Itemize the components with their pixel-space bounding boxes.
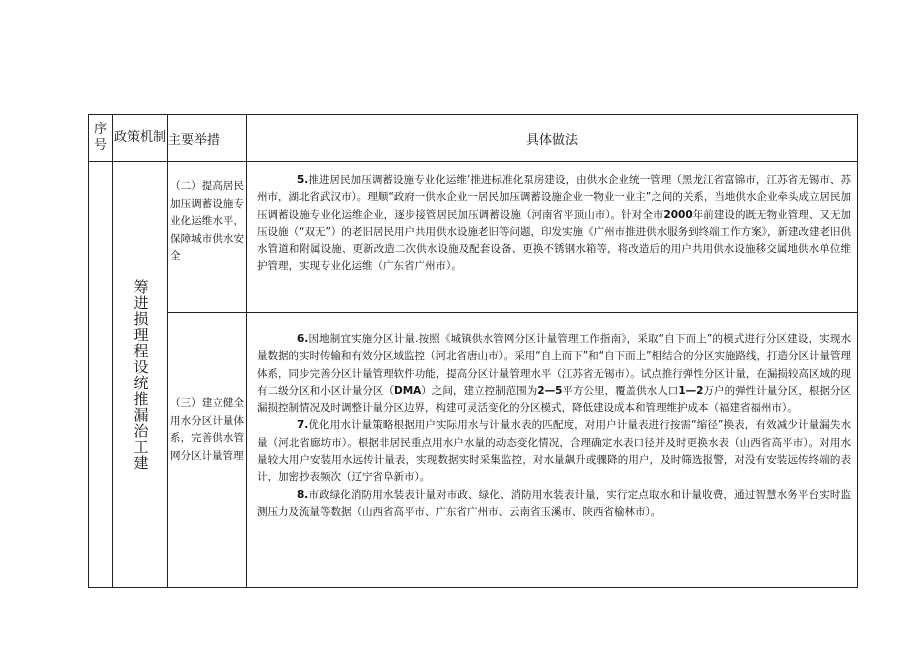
paragraph-text: 平方公里，覆盖供水人口 <box>562 384 679 397</box>
paragraph-number: 7. <box>297 419 309 432</box>
paragraph-text: 推进居民加压调蓄设施专业化运维’推进标准化泵房建设，由供水企业统一管理（黑龙江省富锦市，江苏省无锡市、苏州市，湖北省武汉市）。理顺“政府一供水企业一居民加压调蓄设施企业一物业一业主”之间的关系，当地供水企业牵头成立居民加压调蓄设施专业化运维企业，逐步接管居民加压调蓄设施（河南省平顶山市）。针对全市 <box>257 174 851 221</box>
policy-mechanism-text: 筹进损理程设统推漏治工建 <box>131 278 150 471</box>
policy-mechanism-cell <box>113 162 168 588</box>
paragraph-text: 万户的弹性计量分区，根据分区漏损控制情况及时调整计量分区边界，构建可灵活变化的分区模式，降低建设成本和管理维护成本（福建省福州市）。 <box>257 384 852 415</box>
paragraph-number: 8. <box>297 488 309 501</box>
measure-cell <box>168 313 247 588</box>
header-serial-number: 序号 <box>89 115 113 162</box>
table-row <box>89 313 858 588</box>
serial-number-cell <box>89 162 113 588</box>
paragraph-number: 5. <box>297 174 309 186</box>
header-policy-mechanism: 政策机制 <box>113 115 168 162</box>
paragraph-text: 年前建设的既无物业管理、又无加压设施（“双无”）的老旧居民用户共用供水设施老旧等问题，印发实施《广州市推进供水服务到终端工作方案》，新建改建老旧供水管道和附属设施、更新改造二次供水设施及配套设备、更换不锈钢水箱等，将改造后的用户共用供水设施移交属地供水单位维护管理，实现专业化运维（广东省广州市）。 <box>257 208 852 273</box>
paragraph-text: ）之间，建立控制范围为 <box>421 384 538 397</box>
detail-cell <box>247 162 858 313</box>
paragraph-text: 优化用水计量策略根据用户实际用水与计量水表的匹配度，对用户计量表进行按需“缩径”换表，有效减少计量漏失水量（河北省廊坊市）。根据非居民重点用水户水量的动态变化情况，合理确定水表口径并及时更换水表（山西省高平市）。对用水量较大用户安装用水远传计量表，实现数据实时采集监控，对水量飙升或骤降的用户，及时筛选报警，对没有安装远传终端的表计，加密抄表频次（辽宁省阜新市）。 <box>257 419 851 484</box>
header-main-measures: 主要举措 <box>168 115 247 162</box>
table-header-row <box>89 115 858 162</box>
detail-paragraph <box>257 487 851 522</box>
header-specific-practices: 具体做法 <box>247 115 858 162</box>
detail-paragraph <box>257 172 851 276</box>
paragraph-bold-text: 2000 <box>663 208 693 221</box>
paragraph-bold-text: 2—5 <box>537 384 563 397</box>
paragraph-number: 6. <box>297 333 309 345</box>
detail-cell <box>247 313 858 588</box>
paragraph-bold-text: DMA <box>394 384 422 397</box>
policy-table <box>88 114 858 588</box>
measure-text: （二）提高居民加压调蓄设施专业化运维水平，保障城市供水安全 <box>170 180 244 262</box>
paragraph-text: 市政绿化消防用水装表计量对市政、绿化、消防用水装表计量，实行定点取水和计量收费，通过智慧水务平台实时监测压力及流量等数据（山西省高平市、广东省广州市、云南省玉溪市、陕西省榆林市）。 <box>257 488 851 518</box>
paragraph-bold-text: 1—2 <box>678 384 704 397</box>
measure-cell <box>168 162 247 313</box>
detail-paragraph <box>257 331 851 417</box>
detail-paragraph <box>257 417 851 486</box>
paragraph-text: 因地制宜实施分区计量.按照《城镇供水管网分区计量管理工作指南》，采取“自下而上”的模式进行分区建设，实现水量数据的实时传输和有效分区域监控（河北省唐山市）。采用“自上而下”和“自下而上”相结合的分区实施路线，打造分区计量管理体系，同步完善分区计量管理软件功能，提高分区计量管理水平（江苏省无锡市）。试点推行弹性分区计量，在漏损较高区域的现有二级分区和小区计量分区（ <box>257 333 852 397</box>
measure-text: （三）建立健全用水分区计量体系，完善供水管网分区计量管理 <box>170 397 244 462</box>
table-row <box>89 162 858 313</box>
